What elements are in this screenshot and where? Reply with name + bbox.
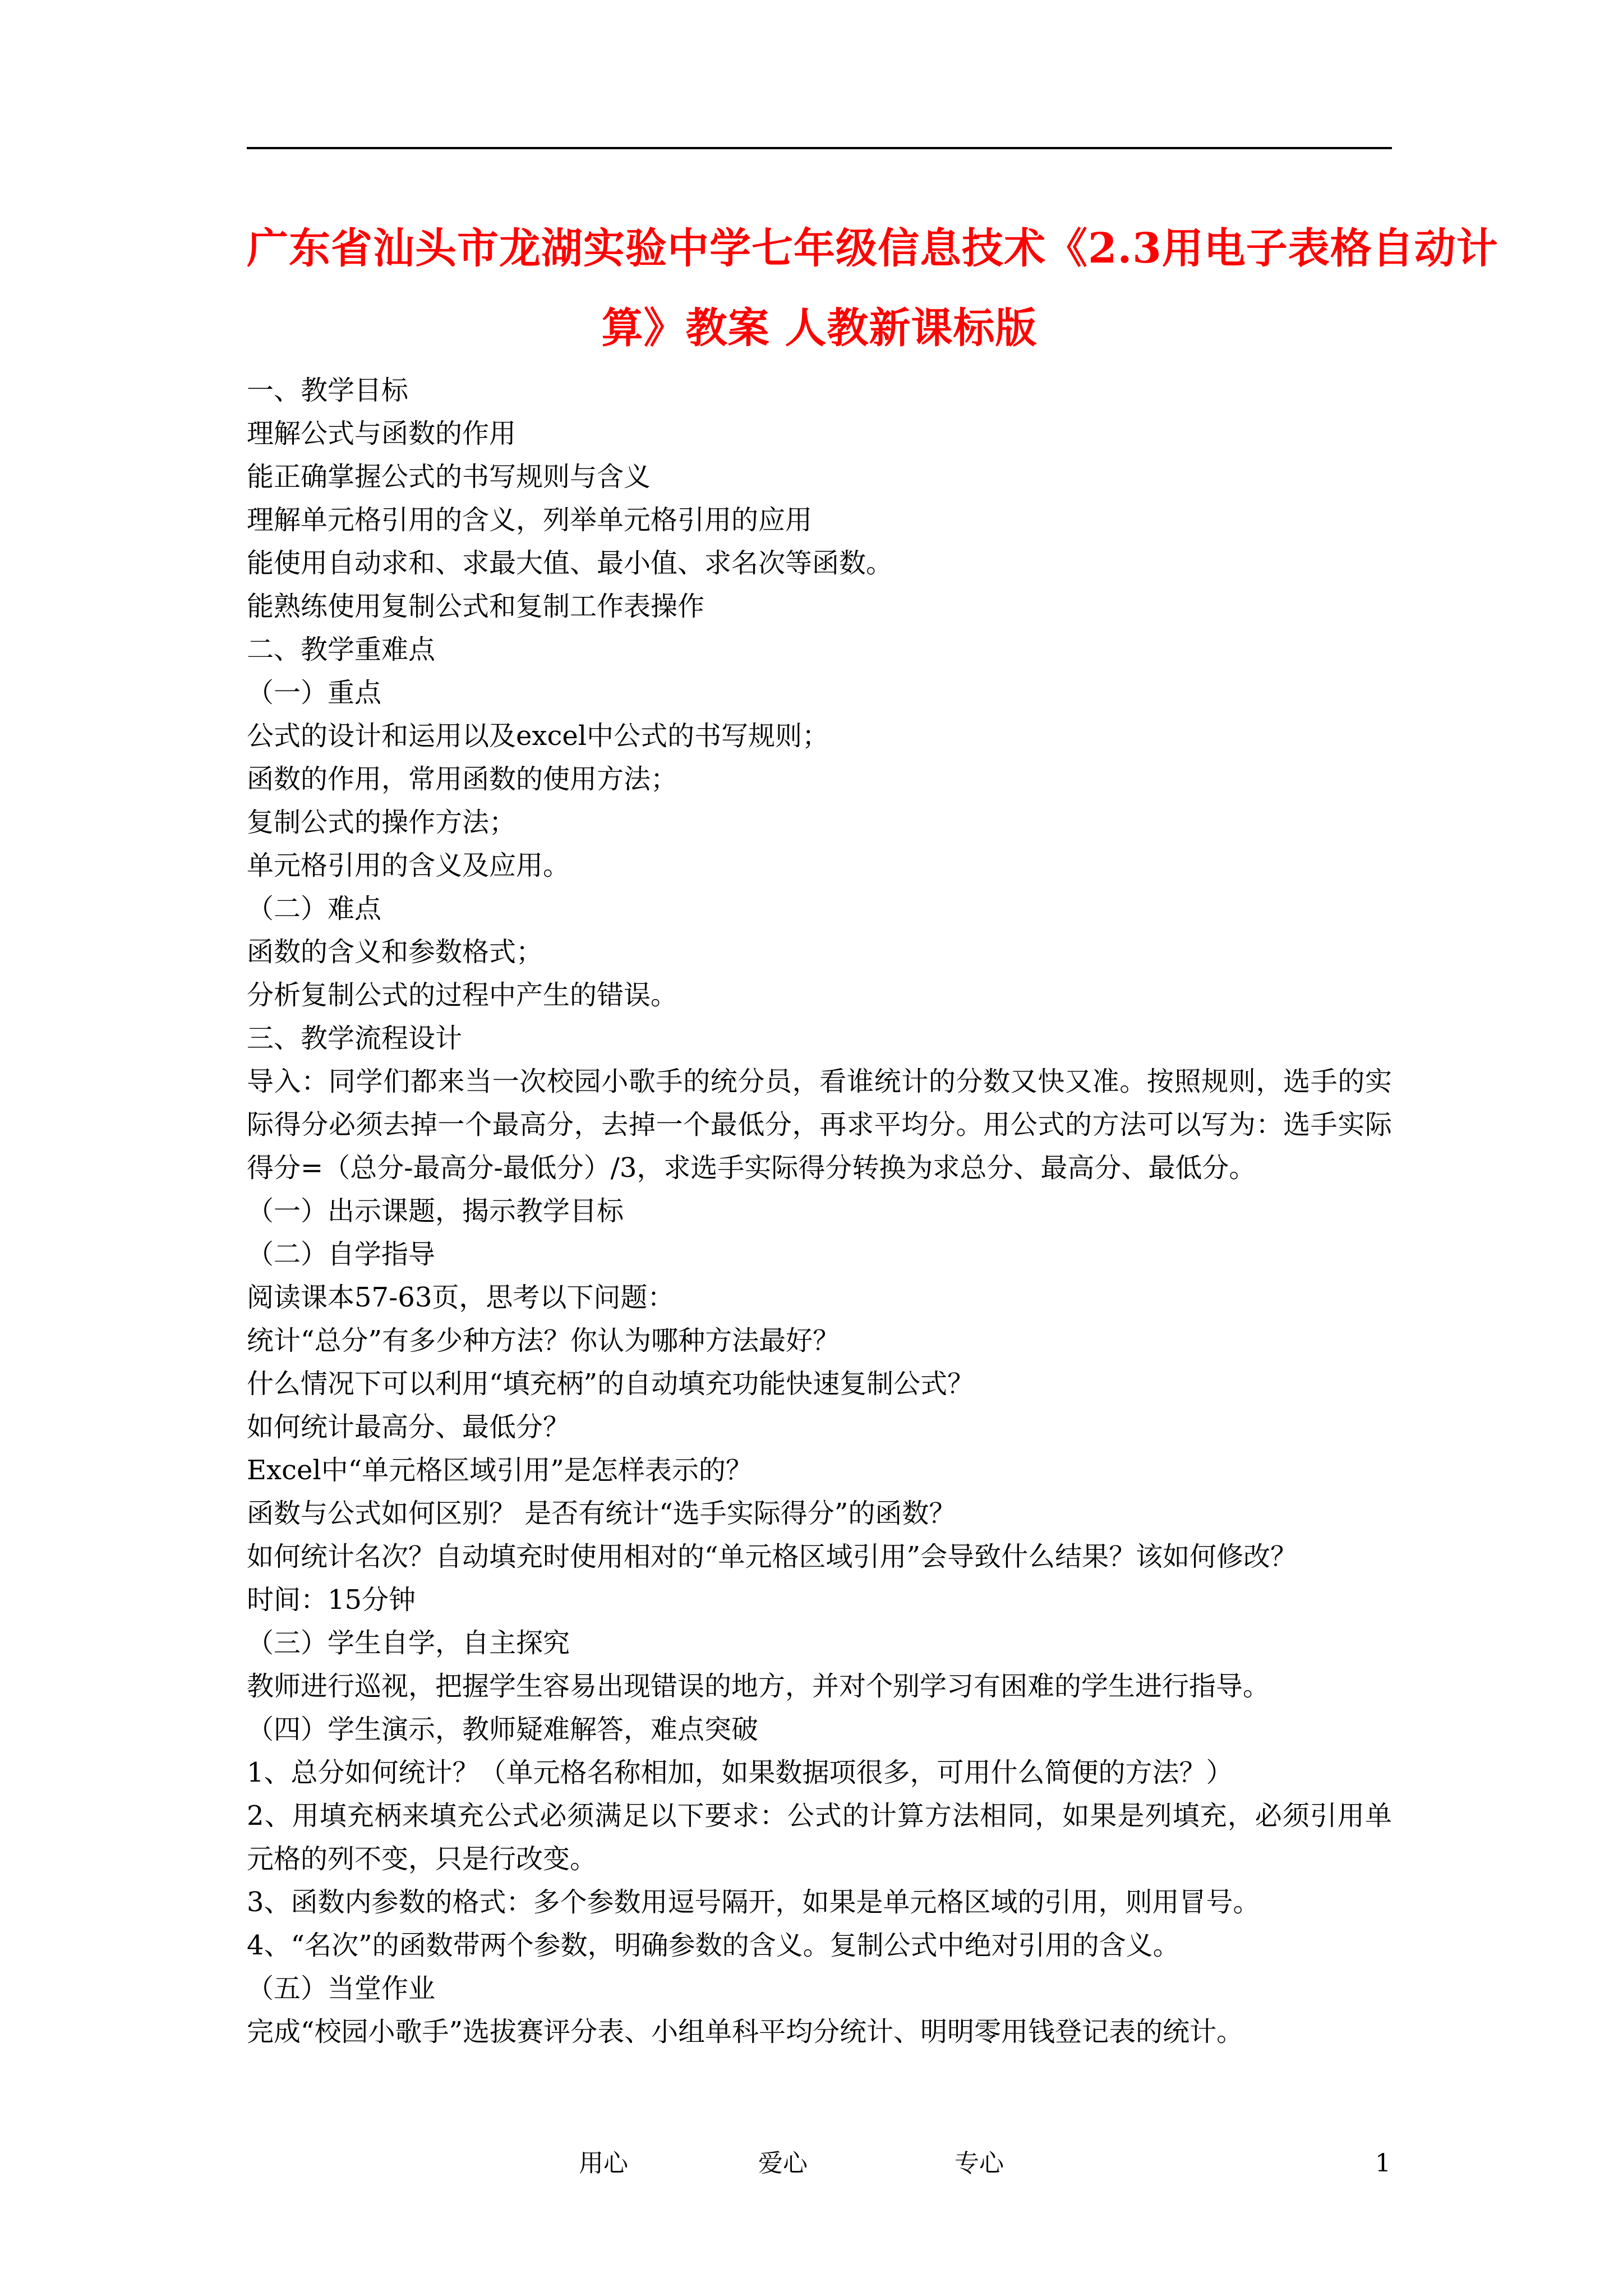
demo-point-paragraph: 2、用填充柄来填充公式必须满足以下要求：公式的计算方法相同，如果是列填充，必须引用单元格的列不变，只是行改变。 [247,1800,1392,1875]
question-item: Excel中“单元格区域引用”是怎样表示的？ [247,1455,753,1486]
focus-item: 函数的作用，常用函数的使用方法； [247,763,678,795]
process-step: （五）当堂作业 [247,1973,436,2004]
question-item: 什么情况下可以利用“填充柄”的自动填充功能快速复制公式？ [247,1368,975,1400]
subheading-focus: （一）重点 [247,677,382,708]
subheading-difficulty: （二）难点 [247,893,382,924]
objective-item: 理解公式与函数的作用 [247,418,517,449]
footer-motto-1: 用心 [579,2149,628,2178]
objective-item: 能熟练使用复制公式和复制工作表操作 [247,591,705,622]
footer-motto-3: 专心 [955,2149,1004,2178]
intro-paragraph: 导入：同学们都来当一次校园小歌手的统分员，看谁统计的分数又快又准。按照规则，选手的实际得分必须去掉一个最高分，去掉一个最低分，再求平均分。用公式的方法可以写为：选手实际得分=（总分-最高分-最低分）/3，求选手实际得分转换为求总分、最高分、最低分。 [247,1066,1392,1184]
process-step: （二）自学指导 [247,1239,436,1270]
question-item: 函数与公式如何区别？ 是否有统计“选手实际得分”的函数？ [247,1498,956,1529]
focus-item: 公式的设计和运用以及excel中公式的书写规则； [247,720,829,752]
time-note: 时间：15分钟 [247,1584,416,1616]
question-item: 如何统计名次？自动填充时使用相对的“单元格区域引用”会导致什么结果？该如何修改？ [247,1541,1298,1572]
demo-point: 4、“名次”的函数带两个参数，明确参数的含义。复制公式中绝对引用的含义。 [247,1930,1180,1961]
document-body [247,369,1392,2054]
title-line-1: 广东省汕头市龙湖实验中学七年级信息技术《2.3用电子表格自动计 [247,224,1498,273]
question-item: 统计“总分”有多少种方法？你认为哪种方法最好？ [247,1325,840,1356]
footer-motto-2: 爱心 [758,2149,808,2178]
objective-item: 理解单元格引用的含义，列举单元格引用的应用 [247,504,813,536]
focus-item: 单元格引用的含义及应用。 [247,850,570,881]
process-step: （一）出示课题，揭示教学目标 [247,1195,624,1227]
process-text: 教师进行巡视，把握学生容易出现错误的地方，并对个别学习有困难的学生进行指导。 [247,1671,1270,1702]
demo-point: 1、总分如何统计？（单元格名称相加，如果数据项很多，可用什么简便的方法？） [247,1757,1233,1788]
demo-point: 3、函数内参数的格式：多个参数用逗号隔开，如果是单元格区域的引用，则用冒号。 [247,1887,1260,1918]
self-study-item: 阅读课本57-63页，思考以下问题： [247,1282,675,1313]
question-item: 如何统计最高分、最低分？ [247,1411,570,1443]
document-title [247,209,1498,368]
difficulty-item: 分析复制公式的过程中产生的错误。 [247,979,678,1011]
process-step: （三）学生自学，自主探究 [247,1627,570,1659]
section-heading-process: 三、教学流程设计 [247,1023,463,1054]
focus-item: 复制公式的操作方法； [247,807,517,838]
objective-item: 能正确掌握公式的书写规则与含义 [247,461,651,493]
difficulty-item: 函数的含义和参数格式； [247,936,543,968]
objective-item: 能使用自动求和、求最大值、最小值、求名次等函数。 [247,547,893,579]
header-rule [247,147,1392,149]
title-line-2: 算》教案 人教新课标版 [601,304,1038,352]
process-step: （四）学生演示，教师疑难解答，难点突破 [247,1714,759,1745]
section-heading-objectives: 一、教学目标 [247,375,409,406]
page-number: 1 [1375,2149,1391,2178]
section-heading-key-points: 二、教学重难点 [247,634,436,665]
homework-item: 完成“校园小歌手”选拔赛评分表、小组单科平均分统计、明明零用钱登记表的统计。 [247,2016,1244,2047]
page-footer [0,2144,1623,2183]
